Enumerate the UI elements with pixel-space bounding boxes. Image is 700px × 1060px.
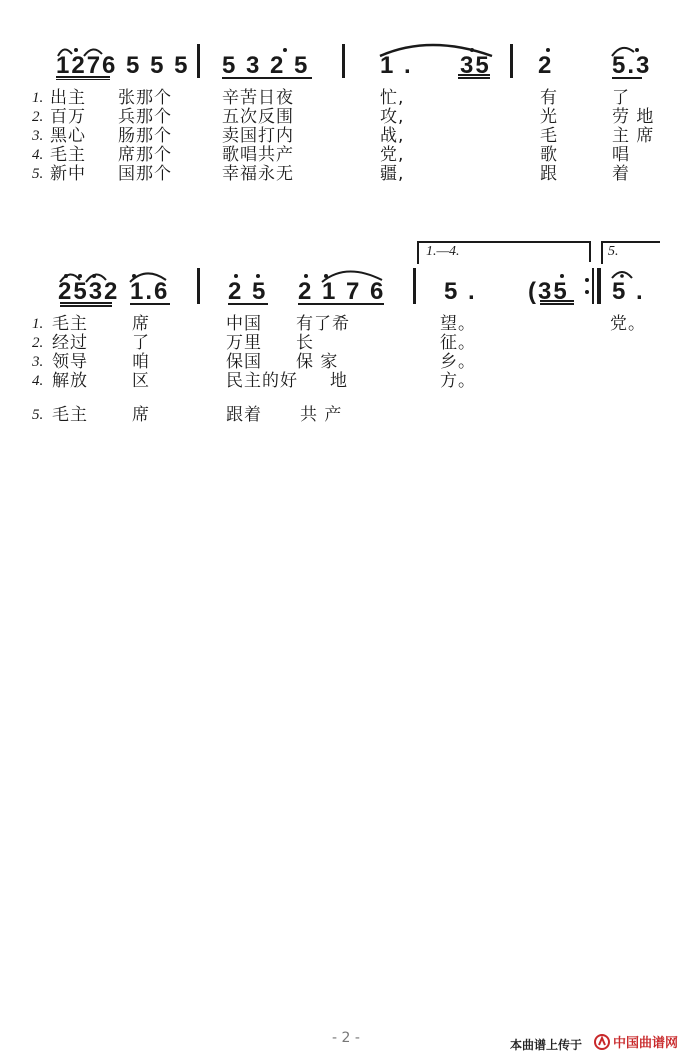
lyric: 有 xyxy=(540,88,558,108)
lyric: 黑心 xyxy=(50,126,86,146)
barline xyxy=(197,268,200,304)
lyric: 区 xyxy=(132,371,150,391)
lyric: 兵那个 xyxy=(118,107,172,127)
measure-5-notes: 2532 xyxy=(58,278,120,305)
lyric: 跟 xyxy=(540,164,558,184)
measure-3b-notes: 35 xyxy=(460,52,491,79)
lyric: 张那个 xyxy=(118,88,172,108)
slur-marks-system-2 xyxy=(0,0,700,320)
verse-number: 4. xyxy=(32,373,44,389)
measure-2-notes: 5 3 2 5 xyxy=(222,52,310,79)
site-logo[interactable] xyxy=(594,1032,678,1051)
measure-8-notes: 5 . xyxy=(612,278,645,305)
lyric: 地 xyxy=(330,371,348,391)
lyric: 战, xyxy=(380,126,405,146)
lyric: 长 xyxy=(296,333,314,353)
measure-6b-notes: 2 1 7 6 xyxy=(298,278,386,305)
lyric: 卖国打内 xyxy=(222,126,294,146)
lyric: 幸福永无 xyxy=(222,164,294,184)
measure-4-notes: 2 xyxy=(538,52,554,79)
lyric: 方。 xyxy=(440,371,476,391)
verse-number: 1. xyxy=(32,316,44,332)
lyric: 主 席 xyxy=(612,126,655,146)
lyric: 毛 xyxy=(540,126,558,146)
lyric: 望。 xyxy=(440,314,476,334)
lyric: 席那个 xyxy=(118,145,172,165)
volta-1-label: 1.—4. xyxy=(426,244,460,259)
lyric: 毛主 xyxy=(50,145,86,165)
measure-7-notes: 5 . xyxy=(444,278,477,305)
repeat-barline xyxy=(592,268,594,304)
measure-5b-notes: 1.6 xyxy=(130,278,170,305)
lyric: 领导 xyxy=(52,352,88,372)
measure-4b-notes: 5.3 xyxy=(612,52,652,79)
lyric: 咱 xyxy=(132,352,150,372)
lyric: 共 产 xyxy=(300,405,343,425)
lyric: 党。 xyxy=(610,314,646,334)
lyric: 万里 xyxy=(226,333,262,353)
lyric: 席 xyxy=(132,405,150,425)
lyric: 辛苦日夜 xyxy=(222,88,294,108)
lyric: 经过 xyxy=(52,333,88,353)
lyric: 毛主 xyxy=(52,405,88,425)
lyric: 乡。 xyxy=(440,352,476,372)
lyric: 民主的好 xyxy=(226,371,298,391)
repeat-barline-thick xyxy=(597,268,601,304)
lyric: 百万 xyxy=(50,107,86,127)
lyric: 光 xyxy=(540,107,558,127)
lyric: 肠那个 xyxy=(118,126,172,146)
lyric: 劳 地 xyxy=(612,107,655,127)
verse-number: 5. xyxy=(32,407,44,423)
verse-number: 3. xyxy=(32,354,44,370)
lyric: 了 xyxy=(132,333,150,353)
measure-6-notes: 2 5 xyxy=(228,278,268,305)
barline xyxy=(413,268,416,304)
lyric: 党, xyxy=(380,145,405,165)
measure-7b-notes: (35 xyxy=(528,278,569,305)
measure-3-notes: 1 . xyxy=(380,52,413,79)
verse-number: 4. xyxy=(32,147,44,163)
lyric: 唱 xyxy=(612,145,630,165)
lyric: 歌 xyxy=(540,145,558,165)
repeat-dots xyxy=(582,268,592,304)
lyric: 攻, xyxy=(380,107,405,127)
lyric: 席 xyxy=(132,314,150,334)
lyric: 保国 xyxy=(226,352,262,372)
lyric: 有了希 xyxy=(296,314,350,334)
page-number: - 2 - xyxy=(332,1030,360,1046)
measure-1-notes: 1276 5 5 5 xyxy=(56,52,190,79)
lyric: 跟着 xyxy=(226,405,262,425)
verse-number: 2. xyxy=(32,335,44,351)
volta-2-label: 5. xyxy=(608,244,619,259)
lyric: 忙, xyxy=(380,88,405,108)
upload-source-text: 本曲谱上传于 xyxy=(510,1038,583,1052)
logo-icon xyxy=(594,1034,610,1050)
lyric: 新中 xyxy=(50,164,86,184)
lyric: 着 xyxy=(612,164,630,184)
verse-number: 1. xyxy=(32,90,44,106)
lyric: 保 家 xyxy=(296,352,339,372)
lyric: 疆, xyxy=(380,164,405,184)
lyric: 五次反围 xyxy=(222,107,294,127)
verse-number: 2. xyxy=(32,109,44,125)
lyric: 中国 xyxy=(226,314,262,334)
site-logo-text: 中国曲谱网 xyxy=(613,1036,679,1051)
lyric: 了 xyxy=(612,88,630,108)
lyric: 毛主 xyxy=(52,314,88,334)
lyric: 歌唱共产 xyxy=(222,145,294,165)
verse-number: 3. xyxy=(32,128,44,144)
verse-number: 5. xyxy=(32,166,44,182)
lyric: 解放 xyxy=(52,371,88,391)
lyric: 征。 xyxy=(440,333,476,353)
lyric: 国那个 xyxy=(118,164,172,184)
lyric: 出主 xyxy=(50,88,86,108)
